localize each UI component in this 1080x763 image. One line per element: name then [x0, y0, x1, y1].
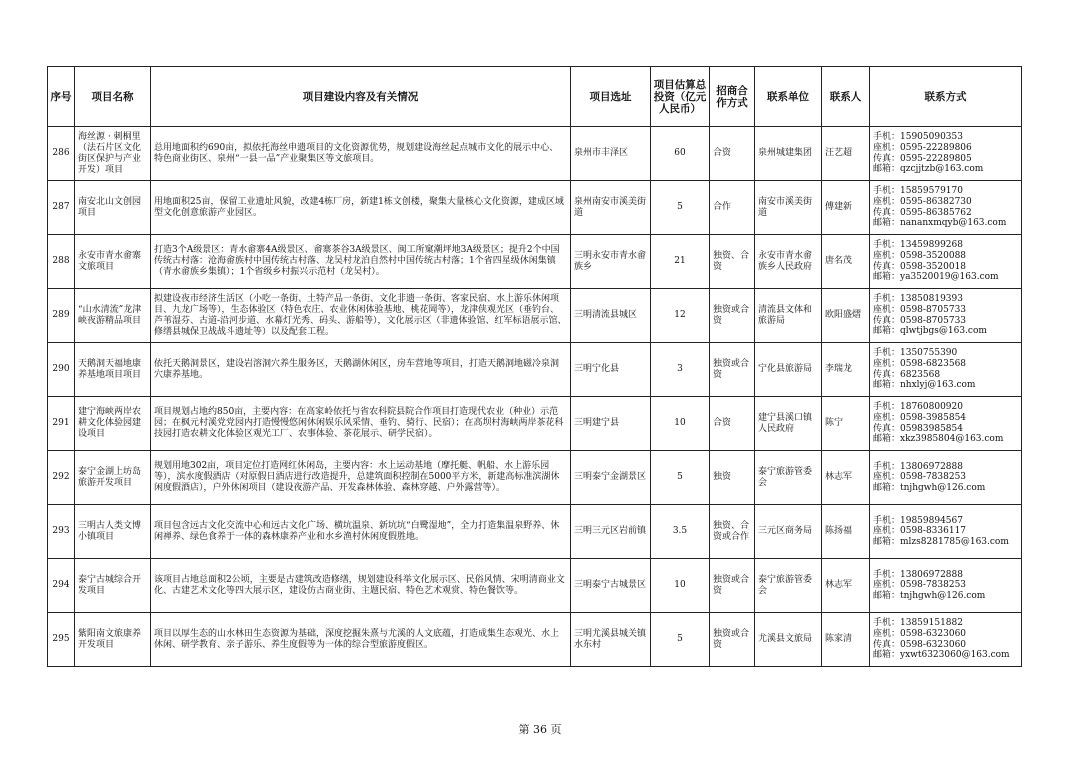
contact-line: 邮箱：nananxmqyb@163.com	[873, 218, 1007, 229]
contact-unit-cell: 尤溪县文旅局	[755, 613, 822, 667]
contact-info-cell	[870, 505, 1022, 559]
header-site: 项目选址	[571, 67, 651, 127]
serial-cell: 287	[48, 181, 75, 235]
project-name-cell: 泰宁古城综合开发项目	[75, 559, 151, 613]
serial-cell: 289	[48, 289, 75, 343]
investment-cell: 5	[651, 181, 710, 235]
contact-line: 传真：0595-86385762	[873, 207, 972, 218]
contact-unit-cell: 清流县文体和旅游局	[755, 289, 822, 343]
contact-line: 传真：0595-22289805	[873, 153, 972, 164]
contact-line: 座机：0595-22289806	[873, 142, 972, 153]
investment-cell: 10	[651, 397, 710, 451]
contact-unit-cell: 宁化县旅游局	[755, 343, 822, 397]
contact-line: 座机：0598-7838253	[873, 580, 967, 591]
table-row	[48, 127, 1022, 181]
contact-unit-cell: 建宁县溪口镇人民政府	[755, 397, 822, 451]
project-name-cell: 三明古人类文博小镇项目	[75, 505, 151, 559]
contact-unit-cell: 泉州城建集团	[755, 127, 822, 181]
contact-info-cell	[870, 559, 1022, 613]
project-content-cell: 项目以厚生态的山水林田生态资源为基础，深度挖掘朱熹与尤溪的人文底蕴，打造成集生态观光、水上休闲、研学教育、亲子游乐、养生度假等为一体的综合型旅游度假区。	[151, 613, 571, 667]
serial-cell: 292	[48, 451, 75, 505]
serial-cell: 295	[48, 613, 75, 667]
contact-line: 邮箱：ya3520019@163.com	[873, 272, 999, 283]
table-row	[48, 181, 1022, 235]
site-cell: 三明清流县城区	[571, 289, 651, 343]
contact-person-cell: 欧阳盛熠	[822, 289, 870, 343]
table-row	[48, 505, 1022, 559]
project-name-cell: “山水清流”龙津峡夜游精品项目	[75, 289, 151, 343]
page-number: 第 36 页	[518, 723, 562, 736]
serial-cell: 288	[48, 235, 75, 289]
contact-line: 座机：0598-8336117	[873, 526, 967, 537]
project-content-cell: 打造3个A级景区：青水畲寨4A级景区、畲寨茶谷3A级景区、闽工所窠潮坪地3A级景区；提升2个中国传统古村落：沧海畲族村中国传统古村落、龙吴村龙泊自然村中国传统古村落；1个省四星级休闲集镇（青水畲族乡集镇）；1个省级乡村振兴示范村（龙吴村）。	[151, 235, 571, 289]
site-cell: 三明宁化县	[571, 343, 651, 397]
contact-line: 座机：0595-86382730	[873, 196, 972, 207]
site-cell: 三明建宁县	[571, 397, 651, 451]
header-serial: 序号	[48, 67, 75, 127]
serial-cell: 286	[48, 127, 75, 181]
contact-line: 邮箱：tnjhgwh@126.com	[873, 590, 986, 601]
contact-info-cell	[870, 451, 1022, 505]
contact-person-cell: 林志军	[822, 451, 870, 505]
table-row	[48, 235, 1022, 289]
contact-line: 座机：0598-6823568	[873, 358, 967, 369]
project-name-cell: 建宁海峡两岸农耕文化体验园建设项目	[75, 397, 151, 451]
project-table	[47, 66, 1022, 667]
contact-person-cell: 傅建新	[822, 181, 870, 235]
project-content-cell: 拟建设夜市经济生活区（小吃一条街、土特产品一条街、文化非遗一条街、客家民宿、水上游乐休闲项目、九龙广场等），生态体验区（特色农庄、农业休闲体验基地、桃花岡等），龙津侠观光区（垂钓台、芦苇湿芬、古道-沿河步道、水幕灯光秀、码头、游船等），文化展示区（非遗体验馆、红军标语展示馆、修缮县城保卫战战斗遗址等）以及配套工程。	[151, 289, 571, 343]
cooperation-mode-cell: 合作	[710, 181, 755, 235]
cooperation-mode-cell: 独资	[710, 451, 755, 505]
contact-line: 座机：0598-3985854	[873, 412, 967, 423]
project-name-cell: 泰宁金湖上坊岛旅游开发项目	[75, 451, 151, 505]
serial-cell: 293	[48, 505, 75, 559]
investment-cell: 10	[651, 559, 710, 613]
contact-line: 手机：13459899268	[873, 240, 963, 251]
project-content-cell: 项目包含远古文化交流中心和远古文化广场、横坑温泉、新坑坑“白鹭湿地”，全力打造集温泉野养、休闲禅养、绿色食养于一体的森林康养产业和水乡渔村休闲度假胜地。	[151, 505, 571, 559]
contact-unit-cell: 永安市青水畲族乡人民政府	[755, 235, 822, 289]
header-project-content: 项目建设内容及有关情况	[151, 67, 571, 127]
investment-cell: 3.5	[651, 505, 710, 559]
project-name-cell: 天鹅洞天福地康养基地项目项目	[75, 343, 151, 397]
site-cell: 三明泰宁金湖景区	[571, 451, 651, 505]
project-content-cell: 该项目占地总面积2公顷，主要是古建筑改造修缮，规划建设科举文化展示区、民俗风情、宋明清商业文化、古建艺术文化等四大展示区，建设仿古商业街、主题民宿、特色艺术观赏、特色餐饮等。	[151, 559, 571, 613]
cooperation-mode-cell: 独资或合资	[710, 289, 755, 343]
header-project-name: 项目名称	[75, 67, 151, 127]
contact-line: 手机：18760800920	[873, 402, 963, 413]
serial-cell: 290	[48, 343, 75, 397]
cooperation-mode-cell: 合资	[710, 397, 755, 451]
contact-person-cell: 唐名茂	[822, 235, 870, 289]
investment-cell: 60	[651, 127, 710, 181]
contact-line: 邮箱：tnjhgwh@126.com	[873, 482, 986, 493]
header-contact-person: 联系人	[822, 67, 870, 127]
site-cell: 泉州南安市溪美街道	[571, 181, 651, 235]
contact-person-cell: 林志军	[822, 559, 870, 613]
contact-line: 手机：13806972888	[873, 569, 963, 580]
table-row	[48, 559, 1022, 613]
table-row	[48, 451, 1022, 505]
project-content-cell: 用地面积25亩，保留工业遗址风貌，改建4栋厂房，新建1栋文创楼，聚集大量核心文化资源，建成区域型文化创意旅游产业园区。	[151, 181, 571, 235]
site-cell: 三明泰宁古城景区	[571, 559, 651, 613]
contact-line: 手机：13859151882	[873, 618, 963, 629]
investment-cell: 5	[651, 451, 710, 505]
contact-person-cell: 陈扬福	[822, 505, 870, 559]
table-row	[48, 397, 1022, 451]
serial-cell: 294	[48, 559, 75, 613]
project-content-cell: 依托天鹅洞景区，建设岩溶洞穴养生服务区，天鹅湖休闲区，房车营地等项目，打造天鹅洞地磁冷泉洞穴康养基地。	[151, 343, 571, 397]
serial-cell: 291	[48, 397, 75, 451]
project-content-cell: 总用地面积约690亩，拟依托海丝申遗项目的文化资源优势，规划建设海丝起点城市文化的展示中心、特色商业街区、泉州“一县一品”产业聚集区等文旅项目。	[151, 127, 571, 181]
contact-line: 邮箱：nhxlyj@163.com	[873, 380, 976, 391]
contact-person-cell: 汪艺超	[822, 127, 870, 181]
contact-line: 座机：0598-8705733	[873, 304, 967, 315]
cooperation-mode-cell: 独资、合资	[710, 235, 755, 289]
project-name-cell: 紫阳南文旅康养开发项目	[75, 613, 151, 667]
contact-person-cell: 陈家清	[822, 613, 870, 667]
project-table-sheet	[47, 66, 1021, 667]
contact-unit-cell: 南安市溪美街道	[755, 181, 822, 235]
contact-info-cell	[870, 127, 1022, 181]
table-row	[48, 343, 1022, 397]
project-content-cell: 项目规划占地约850亩，主要内容：在高家岭依托与省农科院县院合作项目打造现代农业（种业）示范园；在枫元村溪党党园内打造慢慢悠闲休闲娱乐风采情、垂钓、骑行、民宿）；在高坝村海峡两岸茶花科技园打造农耕文化体验区观光工厂、农事体验、茶花展示、研学民宿）。	[151, 397, 571, 451]
contact-info-cell	[870, 397, 1022, 451]
cooperation-mode-cell: 独资或合资	[710, 559, 755, 613]
project-name-cell: 南安北山文创园项目	[75, 181, 151, 235]
contact-line: 传真：0598-3520018	[873, 261, 967, 272]
contact-info-cell	[870, 343, 1022, 397]
contact-info-cell	[870, 613, 1022, 667]
header-investment: 项目估算总投资（亿元人民币）	[651, 67, 710, 127]
contact-line: 传真：0598-6323060	[873, 639, 967, 650]
contact-line: 手机：19859894567	[873, 515, 963, 526]
investment-cell: 12	[651, 289, 710, 343]
table-body	[48, 127, 1022, 667]
contact-line: 手机：15859579170	[873, 186, 963, 197]
site-cell: 泉州市丰泽区	[571, 127, 651, 181]
contact-line: 传真：0598-8705733	[873, 315, 967, 326]
contact-line: 邮箱：yxwt6323060@163.com	[873, 650, 1010, 661]
contact-info-cell	[870, 235, 1022, 289]
cooperation-mode-cell: 合资	[710, 127, 755, 181]
cooperation-mode-cell: 独资或合资	[710, 613, 755, 667]
contact-line: 手机：13850819393	[873, 294, 963, 305]
contact-line: 邮箱：qzcjjtzb@163.com	[873, 164, 984, 175]
contact-info-cell	[870, 181, 1022, 235]
header-contact-unit: 联系单位	[755, 67, 822, 127]
project-content-cell: 规划用地302亩，项目定位打造网红休闲岛，主要内容：水上运动基地（摩托艇、帆船、水上游乐园等），滨水度假酒店（对原假日酒店进行改造提升，总建筑面积控制在5000平方米，新建高标准滨湖休闲度假酒店），户外休闲项目（建设夜游产品、开发森林体验、森林穿越、户外露营等）。	[151, 451, 571, 505]
investment-cell: 5	[651, 613, 710, 667]
contact-line: 传真：6823568	[873, 369, 941, 380]
contact-unit-cell: 泰宁旅游管委会	[755, 451, 822, 505]
cooperation-mode-cell: 独资、合资或合作	[710, 505, 755, 559]
investment-cell: 21	[651, 235, 710, 289]
site-cell: 三明永安市青水畲族乡	[571, 235, 651, 289]
contact-info-cell	[870, 289, 1022, 343]
cooperation-mode-cell: 独资或合资	[710, 343, 755, 397]
contact-line: 座机：0598-7838253	[873, 472, 967, 483]
project-name-cell: 永安市青水畲寨文旅项目	[75, 235, 151, 289]
investment-cell: 3	[651, 343, 710, 397]
site-cell: 三明尤溪县城关镇水东村	[571, 613, 651, 667]
contact-person-cell: 陈宁	[822, 397, 870, 451]
site-cell: 三明三元区岩前镇	[571, 505, 651, 559]
contact-line: 座机：0598-3520088	[873, 250, 967, 261]
contact-line: 座机：0598-6323060	[873, 628, 967, 639]
contact-line: 邮箱：xkz3985804@163.com	[873, 434, 1004, 445]
table-row	[48, 613, 1022, 667]
contact-unit-cell: 泰宁旅游管委会	[755, 559, 822, 613]
contact-line: 传真：05983985854	[873, 423, 963, 434]
contact-line: 手机：15905090353	[873, 132, 963, 143]
contact-line: 邮箱：mlzs8281785@163.com	[873, 536, 1009, 547]
header-row	[48, 67, 1022, 127]
contact-line: 手机：1350755390	[873, 348, 958, 359]
project-name-cell: 海丝源 · 刺桐里（法石片区文化街区保护与产业开发）项目	[75, 127, 151, 181]
contact-line: 手机：13806972888	[873, 461, 963, 472]
contact-unit-cell: 三元区商务局	[755, 505, 822, 559]
header-contact-info: 联系方式	[870, 67, 1022, 127]
contact-line: 邮箱：qlwtjbgs@163.com	[873, 326, 987, 337]
table-row	[48, 289, 1022, 343]
header-cooperation-mode: 招商合作方式	[710, 67, 755, 127]
contact-person-cell: 李瑞龙	[822, 343, 870, 397]
